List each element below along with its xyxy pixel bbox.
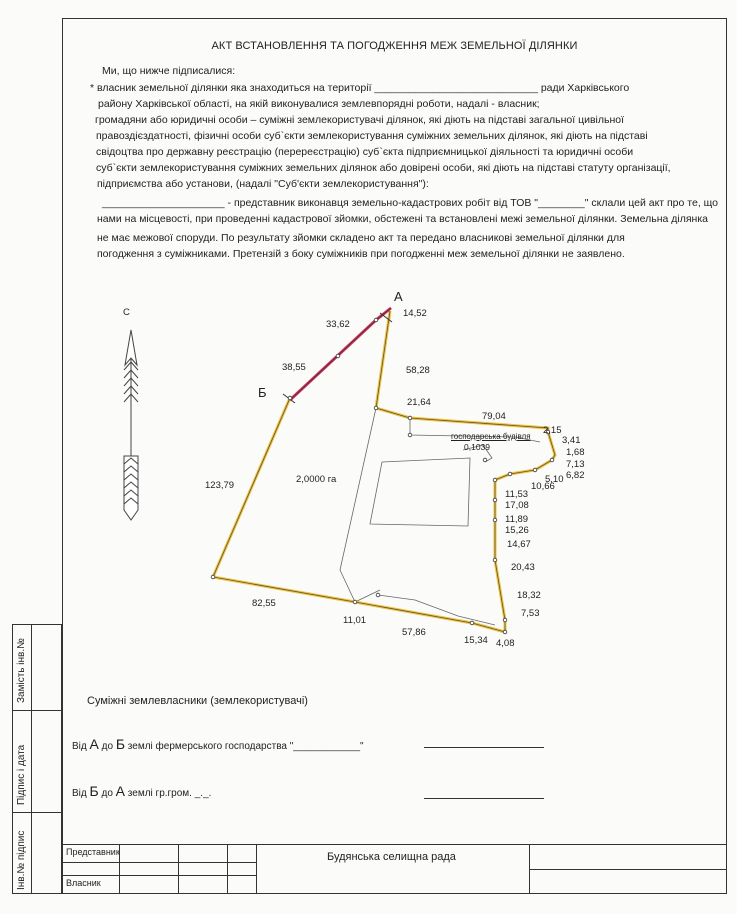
stamp-cell bbox=[178, 862, 228, 876]
from-label: Від bbox=[72, 741, 87, 752]
north-arrow-icon bbox=[124, 330, 138, 520]
adjacent-owners-title: Суміжні землевласники (землекористувачі) bbox=[87, 695, 308, 707]
point-letter: Б bbox=[115, 736, 126, 752]
dimension-label: 14,67 bbox=[507, 539, 531, 550]
dimension-label: 21,64 bbox=[407, 397, 431, 408]
intro-line: правоздієздатності, фізичні особи суб`єкти землекористування суміжних земельних ділянок, які діють на підставі bbox=[96, 130, 648, 142]
representative-label: Представник bbox=[62, 844, 120, 863]
intro-line: _____________________ - представник виконавця земельно-кадастрових робіт від ТОВ "________" склали цей акт про те, що bbox=[102, 197, 719, 209]
point-a-label: А bbox=[394, 289, 403, 304]
stamp-cell bbox=[119, 844, 179, 863]
dimension-label: 15,34 bbox=[464, 635, 488, 646]
dimension-label: 20,43 bbox=[511, 562, 535, 573]
document-title: АКТ ВСТАНОВЛЕННЯ ТА ПОГОДЖЕННЯ МЕЖ ЗЕМЕЛЬНОЇ ДІЛЯНКИ bbox=[211, 40, 578, 52]
intro-line: нами на місцевості, при проведенні кадастрової зйомки, обстежені та встановлені межі земельної ділянки. Земельна ділянка bbox=[97, 213, 709, 225]
side-strip-wide bbox=[32, 624, 62, 894]
inv-no-label: Інв.№ підпис bbox=[16, 830, 27, 890]
stamp-cell bbox=[227, 844, 257, 863]
to-label: до bbox=[101, 788, 113, 799]
dimension-label: 11,89 bbox=[505, 514, 529, 525]
from-label: Від bbox=[72, 788, 87, 799]
intro-line: погодження з суміжниками. Претензій з боку суміжників при погодженні меж земельної ділянки не заявлено. bbox=[97, 248, 625, 260]
intro-line: свідоцтва про державну реєстрацію (перереєстрацію) суб`єкта підприємницької діяльності та юридичні особи bbox=[96, 146, 634, 158]
stamp-cell bbox=[178, 844, 228, 863]
building-label: господарська будівля bbox=[451, 432, 531, 441]
stamp-cell bbox=[62, 862, 120, 876]
council-name: Будянська селищна рада bbox=[256, 844, 530, 894]
side-divider bbox=[12, 812, 62, 813]
dimension-label: 11,53 bbox=[505, 489, 529, 500]
dimension-label: 11,01 bbox=[343, 615, 367, 626]
dimension-label: 33,62 bbox=[326, 319, 350, 330]
sign-date-label: Підпис і дата bbox=[16, 744, 27, 805]
area-label: 2,0000 га bbox=[296, 474, 337, 485]
stamp-cell bbox=[227, 862, 257, 876]
adjacent-row-a-b bbox=[72, 736, 364, 752]
stamp-cell bbox=[529, 844, 727, 870]
intro-line: громадяни або юридичні особи – суміжні землекористувачі ділянок, які діють на підставі загальної цивільної bbox=[95, 114, 625, 126]
point-letter: А bbox=[89, 736, 99, 752]
point-b-label: Б bbox=[258, 385, 267, 400]
point-letter: А bbox=[115, 783, 126, 799]
signature-line[interactable] bbox=[424, 798, 544, 799]
intro-line: * власник земельної ділянки яка знаходиться на території ____________________________ ради Харківського bbox=[90, 82, 630, 94]
point-letter: Б bbox=[89, 783, 99, 799]
intro-line: суб`єкти землекористування суміжних земельних ділянок або довірені особи, які діють на підставі статуту організації, bbox=[96, 162, 671, 174]
dimension-label: 79,04 bbox=[482, 411, 506, 422]
owner-label: Власник bbox=[62, 875, 120, 894]
dimension-label: 7,53 bbox=[521, 608, 540, 619]
dimension-label: 10,66 bbox=[531, 481, 555, 492]
adjacent-owner-text: землі гр.гром. _._. bbox=[127, 788, 212, 799]
stamp-cell bbox=[119, 862, 179, 876]
stamp-cell bbox=[119, 875, 179, 894]
plot-boundary-yellow bbox=[213, 311, 555, 632]
dimension-label: 123,79 bbox=[205, 480, 235, 491]
intro-line: Ми, що нижче підписалися: bbox=[102, 65, 236, 77]
dimension-label: 2,15 bbox=[543, 425, 562, 436]
adjacent-row-b-a bbox=[72, 783, 211, 799]
replace-inv-label: Замість інв.№ bbox=[16, 638, 27, 703]
signature-line[interactable] bbox=[424, 747, 544, 748]
intro-line: району Харківської області, на якій виконувалися землевпорядні роботи, надалі - власник; bbox=[98, 98, 540, 110]
dimension-label: 57,86 bbox=[402, 627, 426, 638]
stamp-cell bbox=[529, 869, 727, 894]
stamp-cell bbox=[178, 875, 228, 894]
side-divider bbox=[12, 710, 62, 711]
dimension-label: 5,10 bbox=[545, 474, 564, 485]
dimension-label: 14,52 bbox=[403, 308, 427, 319]
dimension-label: 82,55 bbox=[252, 598, 276, 609]
north-label: С bbox=[123, 307, 130, 318]
building-area-label: 0,1039 bbox=[464, 442, 490, 452]
dimension-label: 6,82 bbox=[566, 470, 585, 481]
title-block bbox=[62, 844, 727, 894]
dimension-label: 17,08 bbox=[505, 500, 529, 511]
dimension-label: 15,26 bbox=[505, 525, 529, 536]
dimension-label: 4,08 bbox=[496, 638, 515, 649]
stamp-cell bbox=[227, 875, 257, 894]
dimension-label: 38,55 bbox=[282, 362, 306, 373]
intro-line: не має межової споруди. По результату зйомки складено акт та передано власникові земельної ділянки для bbox=[97, 232, 625, 244]
adjacent-owner-text: землі фермерського господарства "____________" bbox=[127, 741, 364, 752]
intro-line: підприємства або установи, (надалі "Суб'єкти землекористування"): bbox=[97, 178, 429, 190]
dimension-label: 7,13 bbox=[566, 459, 585, 470]
dimension-label: 3,41 bbox=[562, 435, 581, 446]
to-label: до bbox=[101, 741, 114, 752]
dimension-label: 1,68 bbox=[566, 447, 585, 458]
dimension-label: 58,28 bbox=[406, 365, 430, 376]
dimension-label: 18,32 bbox=[517, 590, 541, 601]
